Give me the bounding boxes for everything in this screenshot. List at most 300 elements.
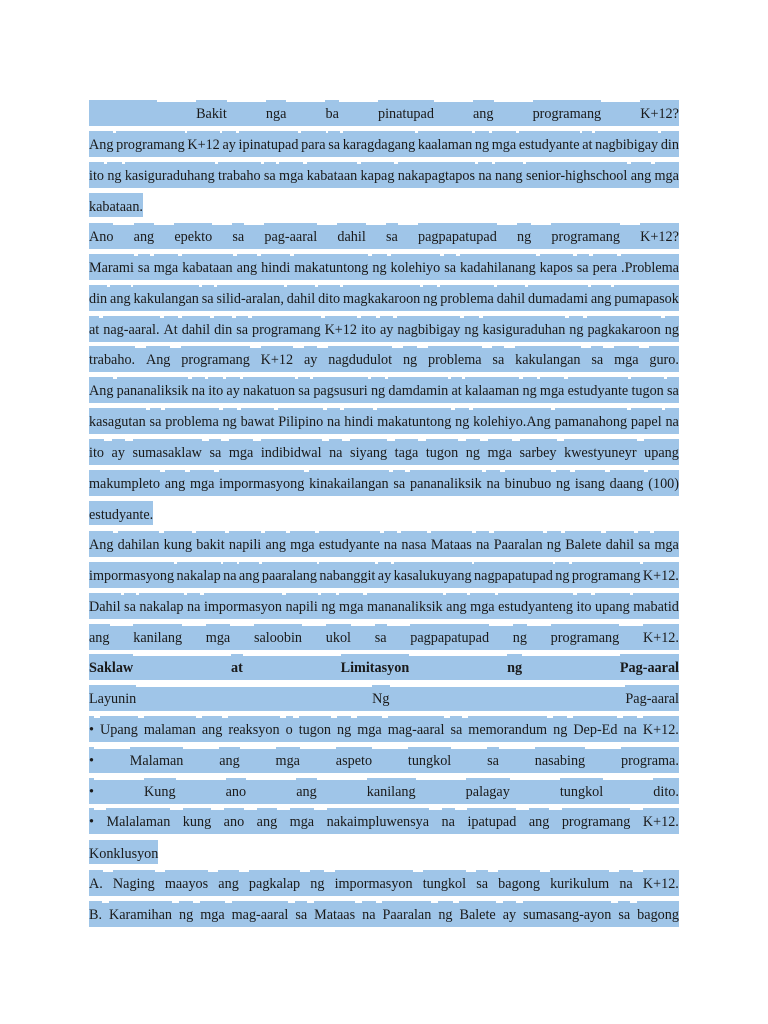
word: dahil [337,223,365,247]
word: Ang [89,531,113,555]
word: sa [667,377,679,401]
word: A. [89,870,103,894]
word: mga [290,808,314,832]
word: mga [229,439,253,463]
word: (100) [648,470,679,494]
word: impormasyon [335,870,413,894]
word: programang [572,562,641,586]
word: Bakit [196,100,227,124]
word: nagbibigay [397,316,460,340]
word: nagbibigay [595,131,658,155]
word: sa [393,470,405,494]
word: mga [470,593,494,617]
word: nakapagtapos [398,162,475,186]
text-line [89,808,679,839]
word: sa [150,408,162,432]
word: Limitasyon [341,654,410,678]
word: kanilang [133,624,182,648]
word: sa [618,901,630,925]
word: sa [476,870,488,894]
word: sa [638,531,650,555]
word: ito [208,377,223,401]
word: mga [276,747,300,771]
word: kolehiyo.Ang [473,408,551,432]
text-line [89,500,679,531]
word: dahil [606,531,634,555]
word: na [384,531,397,555]
word: na [623,716,636,740]
word: kwestyuneyr [564,439,637,463]
word: nagdudulot [328,346,392,370]
word: mga [200,901,224,925]
word: ay [304,346,317,370]
word: ano [226,778,247,802]
word: programang [551,624,620,648]
word: mga [279,162,303,186]
text-line [89,870,679,901]
word: Marami [89,254,134,278]
word: K+12. [643,808,679,832]
word: bawat [241,408,275,432]
word: Dep-Ed [573,716,617,740]
word: trabaho [218,162,261,186]
word: ng [438,901,452,925]
text-line [89,531,679,562]
word: sa [577,254,589,278]
word: Saklaw [89,654,133,678]
word: kasagutan [89,408,146,432]
word: Ang [146,346,170,370]
word: bagong [637,901,679,925]
word: ay [222,131,235,155]
word: ng [337,716,351,740]
word: programang [116,131,185,155]
word: na [362,901,375,925]
word: ng [665,316,679,340]
word: Karamihan [109,901,172,925]
word: na [665,408,678,432]
word: damdamin [388,377,448,401]
word: karagdagang [343,131,415,155]
word: Pag-aaral [625,685,679,709]
word: nasa [401,531,426,555]
word: pagkalap [249,870,300,894]
word: ng [507,654,522,678]
word: sa [236,316,248,340]
word: ipatupad [467,808,516,832]
word: sumasang-ayon [523,901,611,925]
word: kalaaman [465,377,519,401]
word: ng [423,285,437,309]
word: sa [487,747,499,771]
word: kabataan. [89,193,143,217]
text-line [89,593,679,624]
word: impormasyong [89,562,174,586]
word: pananaliksik [117,377,189,401]
word: sa [298,377,310,401]
word: mga [206,624,230,648]
text-line [89,192,679,223]
word: pera [593,254,617,278]
word: problema [428,346,482,370]
word: bakit [196,531,224,555]
word: at [231,654,243,678]
word: programang [562,808,631,832]
word: ukol [326,624,351,648]
word: Ano [89,223,113,247]
word: dito. [653,778,679,802]
word: Paaralan [382,901,431,925]
word: kinakailangan [309,470,389,494]
word: ano [224,808,245,832]
word: kurikulum [550,870,609,894]
word: K+12? [640,223,679,247]
word: sa [264,162,276,186]
word: ang [218,870,239,894]
word: Paaralan [494,531,543,555]
word: kasalukuyang [394,562,472,586]
word: papel [631,408,662,432]
word: daang [610,470,644,494]
text-line [89,839,679,870]
word: sa [202,285,214,309]
word: mga [154,254,178,278]
word: dumadami [528,285,588,309]
word: K+12. [643,870,679,894]
word: pumapasok [614,285,679,309]
word: ng [523,377,537,401]
word: makumpleto [89,470,160,494]
word: sa [375,624,387,648]
word: sa [138,254,150,278]
word: Pilipino [278,408,323,432]
text-line [89,316,679,347]
word: at [582,131,592,155]
word: epekto [174,223,212,247]
word: binubuo [505,470,552,494]
word: kabataan [307,162,357,186]
word: isang [575,470,605,494]
word: ng [455,408,469,432]
word: ay [112,439,125,463]
word: sumasaklaw [133,439,202,463]
word: ang [296,778,317,802]
text-line [89,716,679,747]
word: kadahilanang [460,254,536,278]
word: K+12. [643,624,679,648]
word: pag-aaral [264,223,317,247]
word: saloobin [254,624,302,648]
word: memorandum [468,716,547,740]
text-line [89,901,679,932]
word: mga [614,346,638,370]
word: Ang [89,377,113,401]
word: na [192,377,205,401]
word: taga [395,439,419,463]
word: ng [475,131,489,155]
word: ba [325,100,338,124]
word: ipinatupad [239,131,299,155]
word: • [89,778,94,802]
word: problema [165,408,219,432]
word: sa [450,716,462,740]
word: ang [631,162,652,186]
word: ang [591,285,612,309]
word: Malalaman [106,808,170,832]
word: ang [202,716,223,740]
word: dahil [497,285,525,309]
word: kasiguraduhang [125,162,215,186]
word: At [164,316,178,340]
word: nasabing [535,747,585,771]
text-line [89,470,679,501]
word: na [327,408,340,432]
word: ang [134,223,155,247]
word: mga [654,531,678,555]
word: kasiguraduhan [483,316,566,340]
word: ang [265,531,286,555]
word: ng [555,562,569,586]
word: na [223,562,236,586]
word: na [187,593,200,617]
word: makatuntong [377,408,451,432]
word: ng [466,439,480,463]
word: Balete [565,531,601,555]
word: Naging [113,870,155,894]
word: ng [310,870,324,894]
word: sa [386,223,398,247]
word: programang [533,100,602,124]
word: ng [403,346,417,370]
word: sa [232,223,244,247]
word: Konklusyon [89,840,158,864]
word: ito [361,316,376,340]
word: kung [164,531,192,555]
word: ng [513,624,527,648]
word: o [286,716,293,740]
word: K+12. [643,562,679,586]
word: para [301,131,325,155]
word: ang [446,593,467,617]
word: mga [339,593,363,617]
word: ang [219,747,240,771]
word: pananaliksik [410,470,482,494]
word: napili [229,531,261,555]
word: hindi [261,254,290,278]
word: mga [488,439,512,463]
word: ng [107,162,121,186]
text-line [89,562,679,593]
word: pagpapatupad [410,624,489,648]
word: nakalap [177,562,221,586]
word: mga [655,162,679,186]
word: sa [328,131,340,155]
word: estudyante [519,131,580,155]
word: mga [357,716,381,740]
word: kapag [361,162,395,186]
word: na [442,808,455,832]
word: impormasyon [204,593,282,617]
word: nag-aaral. [103,316,159,340]
word: Mataas [314,901,355,925]
word: kakulangan [515,346,580,370]
word: ng [179,901,193,925]
word: palagay [466,778,510,802]
word: mga [492,131,516,155]
text-line [89,131,679,162]
word: ang [473,100,494,124]
word: ang [529,808,550,832]
word: Layunin [89,685,136,709]
word: Upang [100,716,138,740]
word: mananaliksik [367,593,443,617]
word: tungkol [560,778,603,802]
word: estudyante [568,377,629,401]
word: hindi [344,408,373,432]
word: ng [553,716,567,740]
word: programang [181,346,250,370]
word: na [476,531,489,555]
word: ng [464,316,478,340]
word: tugon [299,716,331,740]
word: ng [371,377,385,401]
word: programang [252,316,321,340]
word: indibidwal [261,439,322,463]
text-line [89,162,679,193]
word: bagong [498,870,540,894]
word: tungkol [408,747,451,771]
word: pagpapatupad [418,223,497,247]
word: ng [321,593,335,617]
word: nakalap [139,593,183,617]
word: maayos [165,870,208,894]
indent-space [89,100,157,124]
word: sa [124,593,136,617]
word: ay [226,377,239,401]
text-line [89,654,679,685]
word: ng [223,408,237,432]
text-line [89,285,679,316]
word: dahil [287,285,315,309]
word: Malaman [130,747,184,771]
word: nakatuon [243,377,295,401]
word: ng [517,223,531,247]
word: estudyanteng [498,593,573,617]
word: na [329,439,342,463]
word: mga [290,531,314,555]
word: upang [644,439,679,463]
word: Ng [372,685,389,709]
word: ito [89,162,104,186]
word: dito [318,285,340,309]
word: ang [239,562,260,586]
word: kakulangan [133,285,198,309]
word: ng [569,316,583,340]
word: senior-highschool [526,162,627,186]
word: mga [540,377,564,401]
word: ang [89,624,110,648]
word: • [89,808,94,832]
word: pagkakaroon [587,316,660,340]
word: problema [440,285,494,309]
word: ng [547,531,561,555]
word: dahilan [118,531,160,555]
word: ang [110,285,131,309]
word: tugon [631,377,663,401]
word: nga [266,100,287,124]
word: pinatupad [378,100,434,124]
word: kaalaman [418,131,472,155]
word: K+12? [640,100,679,124]
word: na [478,162,491,186]
word: • [89,747,94,771]
word: ay [380,316,393,340]
word: impormasyong [219,470,304,494]
word: din [89,285,107,309]
word: pamanahong [555,408,628,432]
word: din [661,131,679,155]
word: na [486,470,499,494]
word: kabataan [182,254,232,278]
word: na [619,870,632,894]
word: dahil [182,316,210,340]
word: pagsusuri [313,377,367,401]
word: B. [89,901,102,925]
text-line [89,346,679,377]
word: siyang [350,439,387,463]
word: sa [295,901,307,925]
word: sa [209,439,221,463]
word: Balete [459,901,495,925]
text-line [89,408,679,439]
word: magkakaroon [343,285,420,309]
word: ng [372,254,386,278]
word: K+12 [261,346,293,370]
word: Kung [144,778,176,802]
word: ay [503,901,516,925]
word: sa [444,254,456,278]
word: aspeto [336,747,372,771]
word: mag-aaral [388,716,445,740]
word: reaksyon [228,716,279,740]
word: tungkol [423,870,466,894]
word: sa [591,346,603,370]
text-line [89,100,679,131]
word: sarbey [520,439,557,463]
word: napili [286,593,318,617]
word: programa. [621,747,679,771]
word: mag-aaral [232,901,289,925]
word: malaman [144,716,196,740]
word: kung [183,808,211,832]
word: trabaho. [89,346,135,370]
word: kapos [540,254,573,278]
text-line [89,624,679,655]
word: ng [556,470,570,494]
word: • [89,716,94,740]
text-line [89,439,679,470]
word: ang [257,808,278,832]
text-line [89,223,679,254]
word: K+12 [187,131,219,155]
word: nang [495,162,523,186]
word: upang [595,593,630,617]
word: K+12 [325,316,357,340]
word: sa [492,346,504,370]
word: nakaimpluwensya [327,808,429,832]
word: nabanggit [319,562,375,586]
word: din [214,316,232,340]
